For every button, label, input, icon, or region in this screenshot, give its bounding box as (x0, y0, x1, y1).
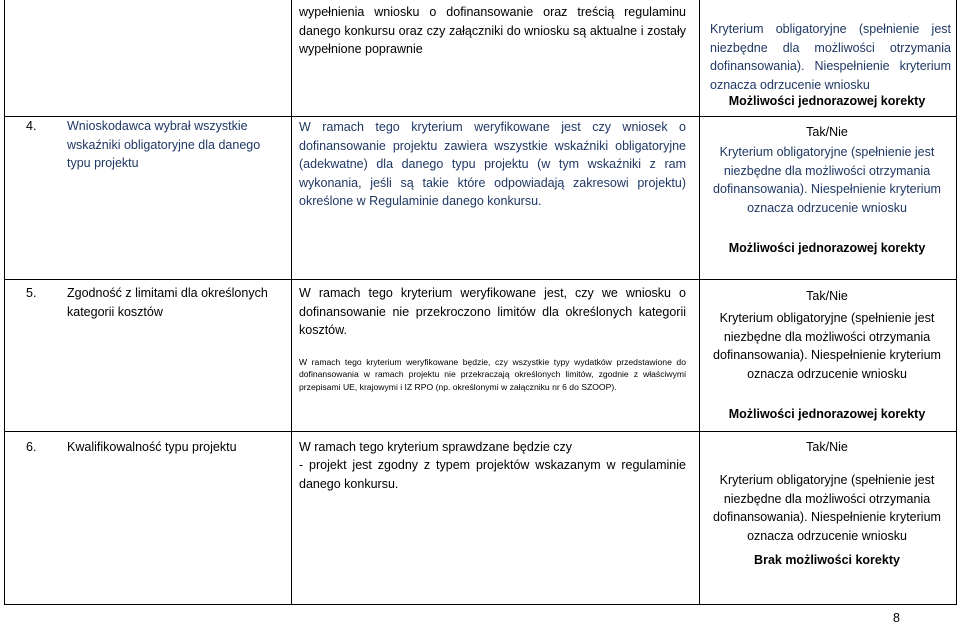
criterion-description-note: W ramach tego kryterium weryfikowane będzie, czy wszystkie typy wydatków przedstawione do dofinansowania w ramach projektu nie przekraczają określonych limitów, zgodnie z właściwymi przepisami UE, krajowymi i IZ RPO (np. określonymi w załączniku nr 6 do SZOOP). (299, 357, 686, 392)
criterion-note: Kryterium obligatoryjne (spełnienie jest niezbędne dla możliwości otrzymania dofinansowania). Niespełnienie kryterium oznacza odrzucenie wniosku (713, 145, 941, 215)
table-border-bottom (4, 604, 957, 605)
criterion-note: Kryterium obligatoryjne (spełnienie jest niezbędne dla możliwości otrzymania dofinansowania). Niespełnienie kryterium oznacza odrzucenie wniosku (713, 311, 941, 381)
criterion-number: 4. (26, 119, 37, 133)
page-number: 8 (893, 611, 900, 625)
correction-label: Możliwości jednorazowej korekty (728, 407, 926, 421)
criterion-description-bullet: - projekt jest zgodny z typem projektów wskazanym w regulaminie danego konkursu. (299, 458, 686, 491)
correction-label: Możliwości jednorazowej korekty (728, 94, 926, 108)
table-border-right (956, 0, 957, 605)
criterion-description: W ramach tego kryterium weryfikowane jest, czy we wniosku o dofinansowanie nie przekroczono limitów dla określonych kategorii kosztów. (299, 286, 686, 337)
column-divider-1 (291, 0, 292, 605)
criterion-note: Kryterium obligatoryjne (spełnienie jest niezbędne dla możliwości otrzymania dofinansowania). Niespełnienie kryterium oznacza odrzucenie wniosku (713, 473, 941, 543)
criterion-type: Tak/Nie (806, 440, 848, 454)
correction-label: Brak możliwości korekty (754, 553, 900, 567)
table-border-left (4, 0, 5, 605)
column-divider-2 (699, 0, 700, 605)
criterion-name: Wnioskodawca wybrał wszystkie wskaźniki obligatoryjne dla danego typu projektu (67, 119, 261, 170)
criterion-name: Kwalifikowalność typu projektu (67, 440, 237, 454)
correction-label: Możliwości jednorazowej korekty (728, 241, 926, 255)
row-divider-2 (4, 279, 957, 280)
row-divider-3 (4, 431, 957, 432)
criterion-type: Tak/Nie (806, 289, 848, 303)
criterion-note: Kryterium obligatoryjne (spełnienie jest niezbędne dla możliwości otrzymania dofinansowania). Niespełnienie kryterium oznacza odrzucenie wniosku (710, 22, 951, 92)
criterion-description: W ramach tego kryterium sprawdzane będzie czy (299, 440, 573, 454)
criterion-name: Zgodność z limitami dla określonych kategorii kosztów (67, 286, 268, 319)
criterion-type: Tak/Nie (806, 125, 848, 139)
criterion-description: W ramach tego kryterium weryfikowane jest czy wniosek o dofinansowanie projektu zawiera wszystkie wskaźniki obligatoryjne (adekwatne) dla danego typu projektu (w tym wskaźniki z ram wykonania, jeśli są takie które odpowiadają zakresowi projektu) określone w Regulaminie danego konkursu. (299, 120, 686, 208)
criterion-description: wypełnienia wniosku o dofinansowanie oraz treścią regulaminu danego konkursu oraz czy załączniki do wniosku są aktualne i zostały wypełnione poprawnie (299, 5, 686, 56)
criterion-number: 6. (26, 440, 37, 454)
criterion-number: 5. (26, 286, 37, 300)
